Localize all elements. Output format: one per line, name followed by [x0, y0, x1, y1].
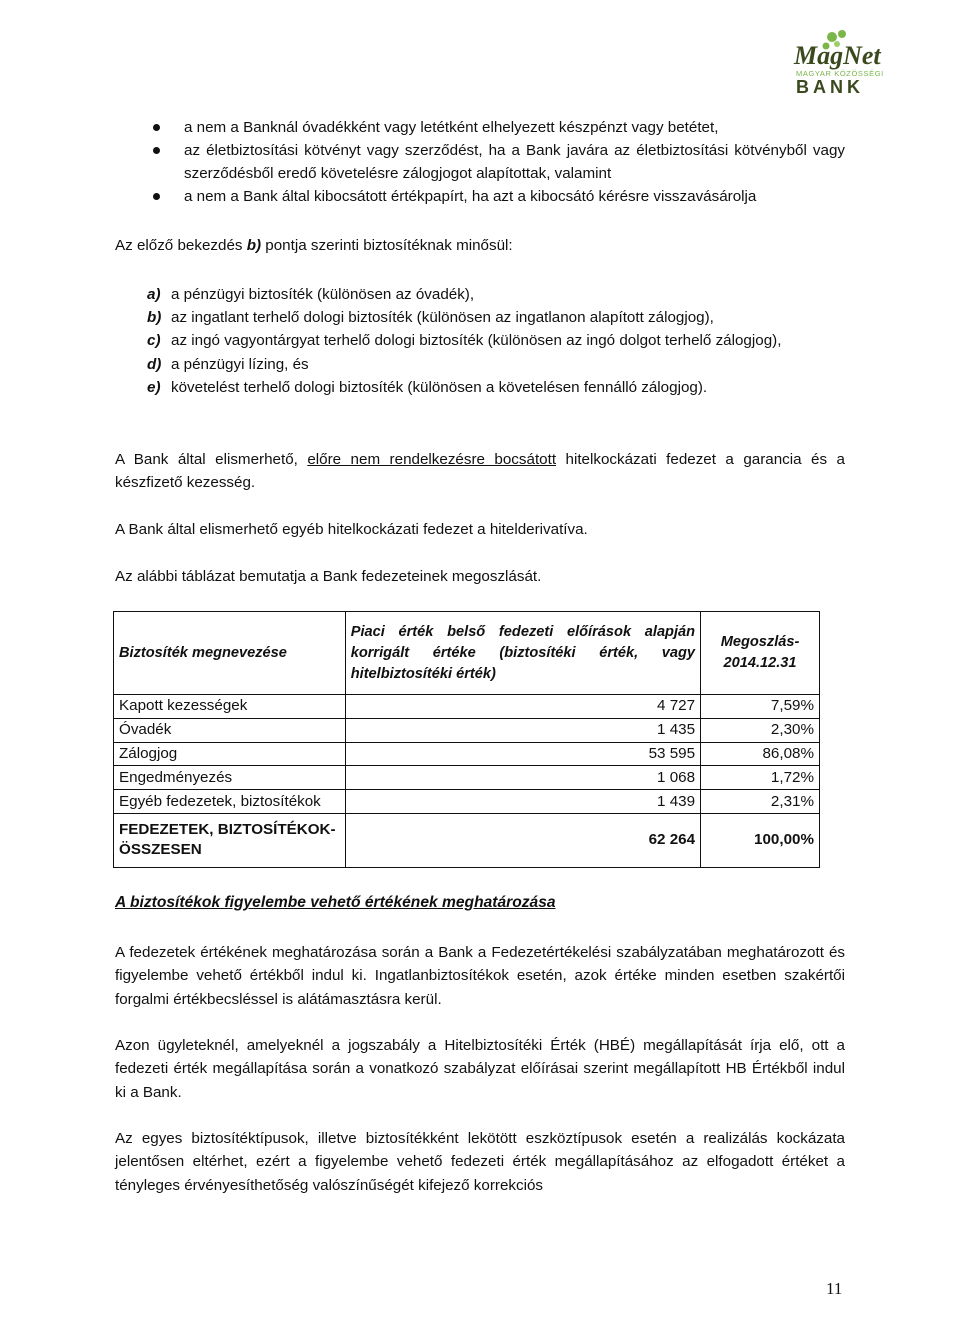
table-cell: 4 727 [345, 695, 700, 719]
section-heading: A biztosítékok figyelembe vehető értékének meghatározása [115, 894, 556, 911]
derivative-paragraph: A Bank által elismerhető egyéb hitelkockázati fedezet a hitelderivatíva. [115, 521, 588, 538]
list-item: a) a pénzügyi biztosíték (különösen az óvadék), [147, 286, 475, 303]
table-cell: 53 595 [345, 742, 700, 766]
table-header-cell: Biztosíték megnevezése [114, 612, 346, 695]
bullet-list [115, 116, 845, 208]
list-item: b) az ingatlant terhelő dologi biztosíték (különösen az ingatlanon alapított zálogjog), [147, 309, 714, 327]
lettered-list [147, 283, 845, 399]
table-header-cell: Piaci érték belső fedezeti előírások alapján korrigált értéke (biztosítéki érték, vagy hitelbiztosítéki érték) [345, 612, 700, 695]
collateral-table [113, 611, 820, 868]
table-row [114, 742, 820, 766]
bullet-dot-icon [153, 124, 160, 131]
body-paragraph: Az egyes biztosítéktípusok, illetve biztosítékként lekötött eszköztípusok esetén a realizálás kockázata jelentősen eltérhet, ezért a figyelembe vehető fedezeti érték megállapításához az elfogadott értéket a tényleges érvényesíthetőség valószínűségét kifejező korrekciós [115, 1130, 845, 1194]
intro-paragraph: Az előző bekezdés b) pontja szerinti biztosítéknak minősül: [115, 237, 513, 254]
table-cell: 2,31% [701, 790, 820, 814]
table-cell: 62 264 [345, 813, 700, 867]
table-cell: 1 435 [345, 718, 700, 742]
table-cell: Engedményezés [114, 766, 346, 790]
table-cell: 1,72% [701, 766, 820, 790]
table-cell: Óvadék [114, 718, 346, 742]
table-cell: 1 068 [345, 766, 700, 790]
table-intro-paragraph: Az alábbi táblázat bemutatja a Bank fedezeteinek megoszlását. [115, 568, 542, 585]
bullet-item: a nem a Bank által kibocsátott értékpapírt, ha azt a kibocsátó kérésre visszavásárolja [115, 185, 845, 208]
table-total-row [114, 813, 820, 867]
bullet-item: a nem a Banknál óvadékként vagy letétként elhelyezett készpénzt vagy betétet, [115, 116, 845, 139]
list-item: e) követelést terhelő dologi biztosíték (különösen a követelésen fennálló zálogjog). [147, 378, 708, 396]
table-cell: Kapott kezességek [114, 695, 346, 719]
logo-brand-bottom: BANK [796, 77, 864, 97]
table-cell: Zálogjog [114, 742, 346, 766]
table-cell: 1 439 [345, 790, 700, 814]
bullet-dot-icon [153, 193, 160, 200]
list-item: d) a pénzügyi lízing, és [147, 355, 309, 373]
table-row [114, 790, 820, 814]
body-paragraph: Azon ügyleteknél, amelyeknél a jogszabály a Hitelbiztosítéki Érték (HBÉ) megállapítását írja elő, ott a fedezeti érték megállapítása során a vonatkozó szabályzat előírásai szerint megállapított HB Értékből indul ki a Bank. [115, 1037, 845, 1101]
table-cell: 86,08% [701, 742, 820, 766]
table-cell: 7,59% [701, 695, 820, 719]
body-paragraph: A fedezetek értékének meghatározása során a Bank a Fedezetértékelési szabályzatában meghatározott és figyelembe vehető értékből indul ki. Ingatlanbiztosítékok esetén, azok értéke minden esetben szakértői forgalmi értékbecsléssel is alátámasztásra kerül. [115, 944, 845, 1008]
list-item: c) az ingó vagyontárgyat terhelő dologi biztosíték (különösen az ingó dolgot terhelő zálogjog), [147, 332, 782, 350]
logo-brand-top: MagNet [794, 41, 881, 70]
bullet-item: az életbiztosítási kötvényt vagy szerződést, ha a Bank javára az életbiztosítási kötvényből vagy szerződésből eredő követelésre zálogjogot alapítottak, valamint [115, 139, 845, 185]
bullet-dot-icon [153, 147, 160, 154]
guarantee-paragraph: A Bank által elismerhető, előre nem rendelkezésre bocsátott hitelkockázati fedezet a garancia és a készfizető kezesség. [115, 451, 845, 492]
page-number: 11 [826, 1279, 843, 1298]
table-header-cell: Megoszlás-2014.12.31 [701, 612, 820, 695]
magnet-bank-logo [788, 26, 948, 98]
table-cell: Egyéb fedezetek, biztosítékok [114, 790, 346, 814]
table-cell: 100,00% [701, 813, 820, 867]
table-cell: 2,30% [701, 718, 820, 742]
table-row [114, 718, 820, 742]
table-row [114, 766, 820, 790]
table-row [114, 695, 820, 719]
logo-brand-sub: MAGYAR KÖZÖSSÉGI [796, 69, 884, 78]
table-cell: FEDEZETEK, BIZTOSÍTÉKOK-ÖSSZESEN [114, 813, 346, 867]
table-header-row [114, 612, 820, 695]
